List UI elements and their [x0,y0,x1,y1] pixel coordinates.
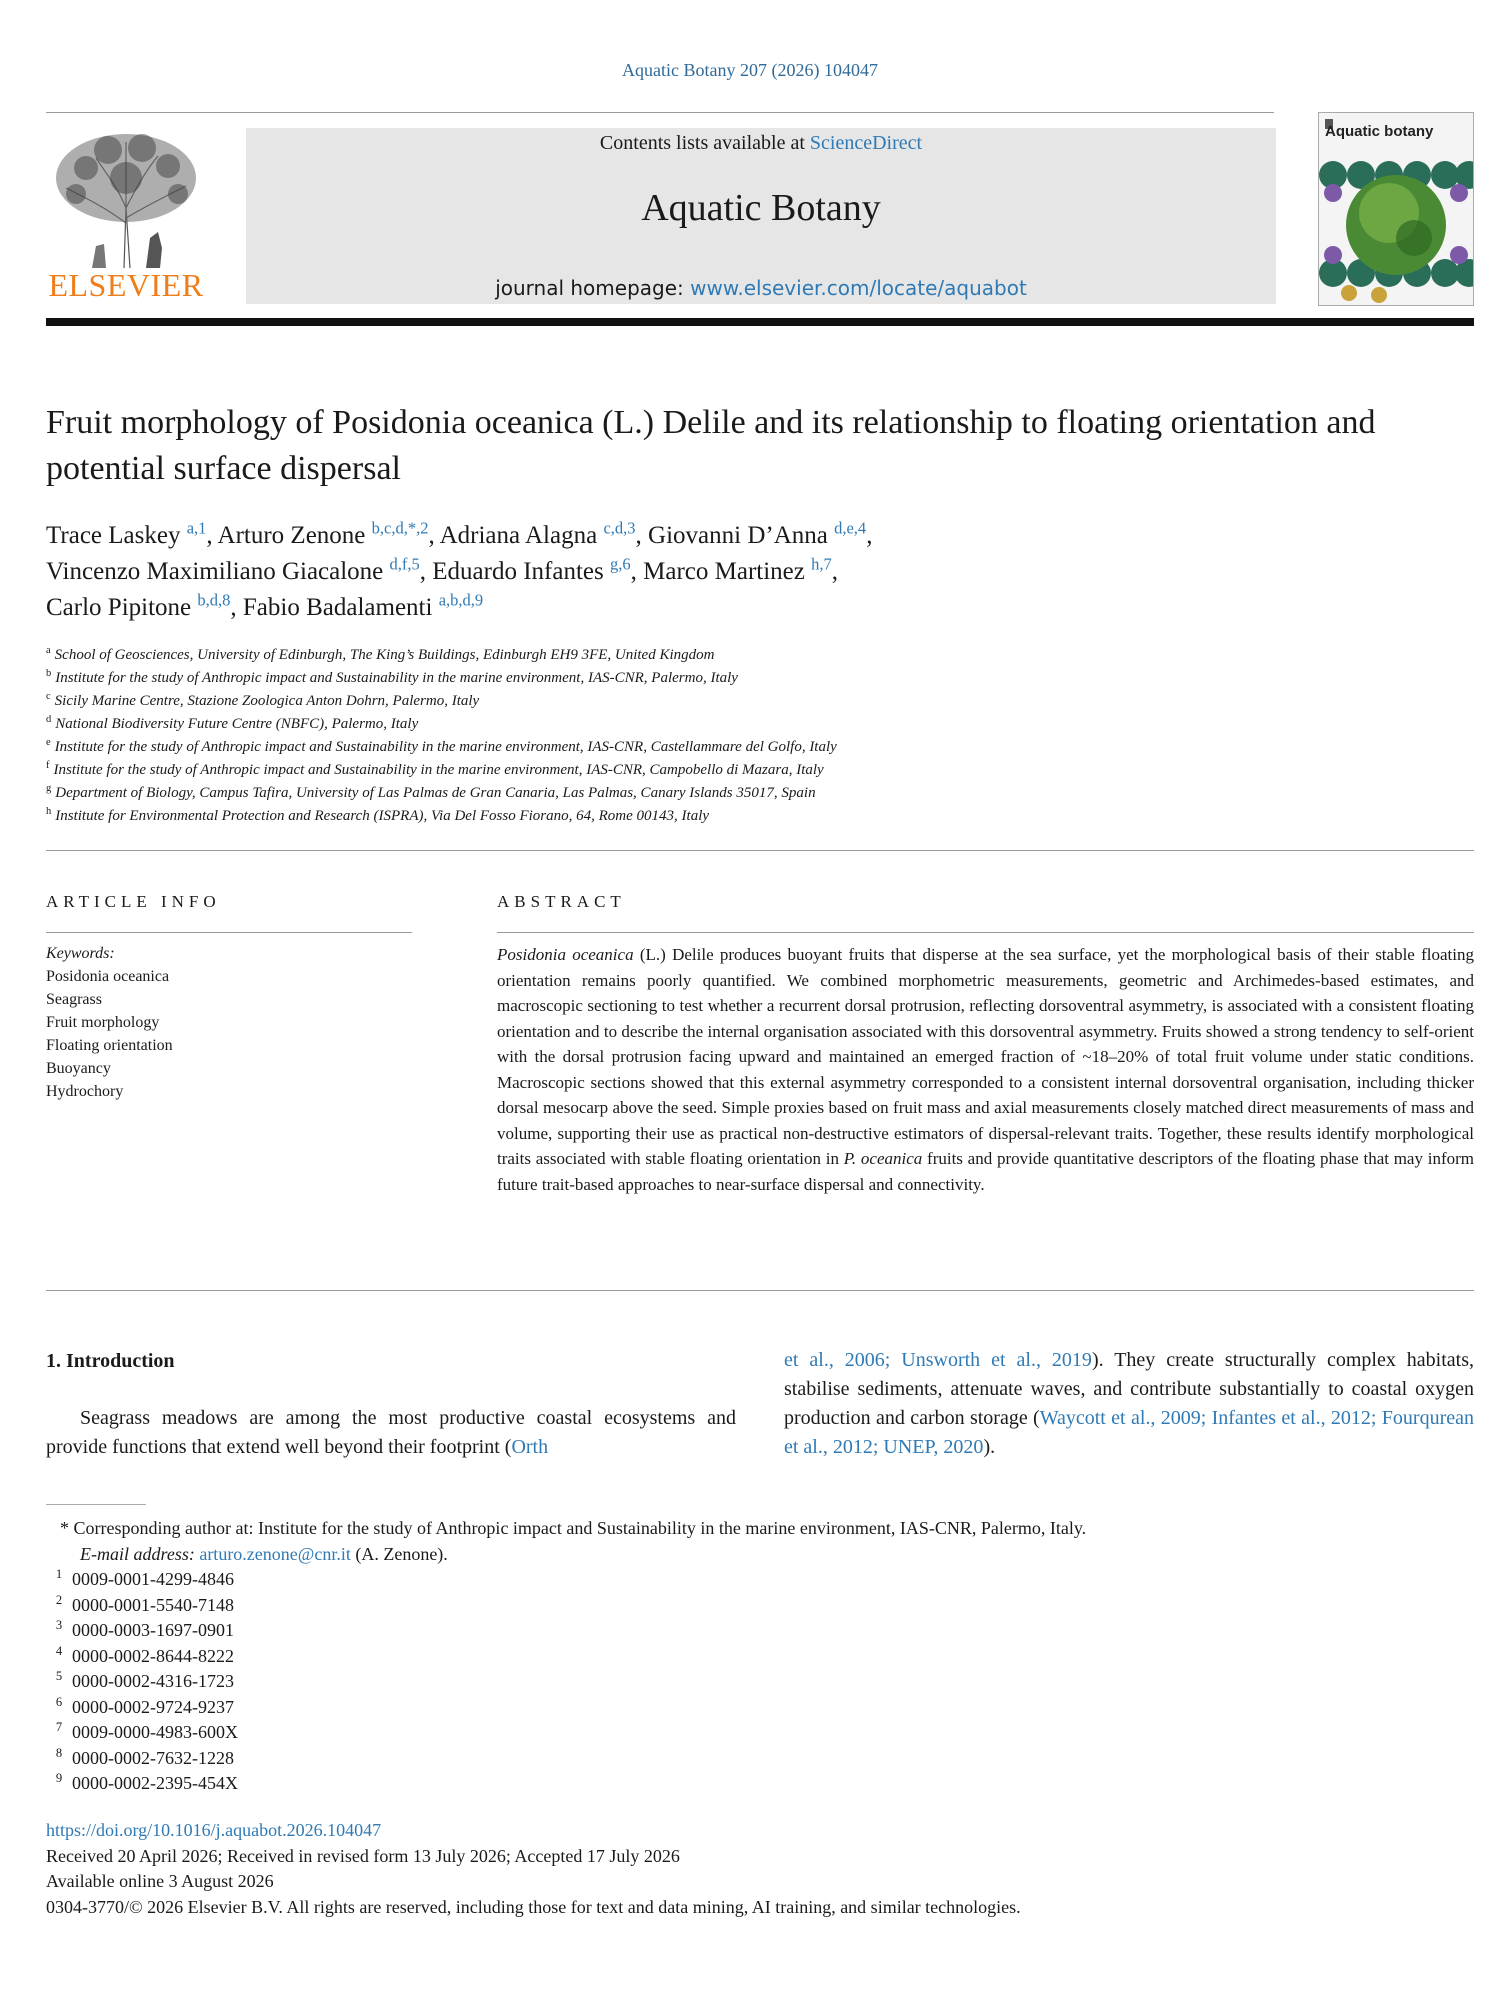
affiliation-item [46,759,1446,782]
affiliation-label: g [46,783,52,794]
email-link[interactable]: arturo.zenone@cnr.it [199,1543,351,1564]
affiliation-text: Sicily Marine Centre, Stazione Zoologica Anton Dohrn, Palermo, Italy [54,693,480,709]
author-affiliation-marks[interactable]: d,e,4 [834,518,867,538]
contents-line [246,132,1276,155]
orcid-id: 0000-0002-8644-8222 [72,1645,234,1666]
author-name[interactable]: Giovanni D’Anna [648,522,828,549]
email-suffix: (A. Zenone). [350,1543,448,1564]
orcid-item: 2 0000-0001-5540-7148 [55,1592,234,1615]
homepage-line [246,276,1276,300]
article-title: Fruit morphology of Posidonia oceanica (L.) Delile and its relationship to floating orientation and potential surface dispersal [46,404,1376,487]
email-line [46,1542,1466,1568]
affiliation-label: a [46,645,51,656]
orcid-item: 8 0000-0002-7632-1228 [55,1745,234,1768]
abstract-species-short: P. oceanica [843,1149,923,1168]
orcid-item: 1 0009-0001-4299-4846 [55,1567,234,1589]
affiliation-text: Institute for the study of Anthropic impact and Sustainability in the marine environment, IAS-CNR, Palermo, Italy [55,670,738,686]
email-label: E-mail address: [80,1543,195,1564]
orcid-id: 0000-0001-5540-7148 [72,1594,234,1615]
article-info-heading: ARTICLE INFO [46,892,221,911]
introduction-left-column [46,1404,736,1462]
author-separator: , [230,594,243,621]
journal-reference[interactable]: Aquatic Botany 207 (2026) 104047 [622,60,878,80]
author-name[interactable]: Fabio Badalamenti [242,594,433,621]
affiliation-text: Institute for Environmental Protection and Research (ISPRA), Via Del Fosso Fiorano, 64, Rome 00143, Italy [55,808,710,824]
introduction-heading: 1. Introduction [46,1350,175,1372]
journal-cover[interactable] [1318,112,1474,306]
affiliation-label: d [46,714,52,725]
abstract-bottom-rule [46,1290,1474,1291]
copyright-notice: 0304-3770/© 2026 Elsevier B.V. All rights are reserved, including those for text and data mining, AI training, and similar technologies. [46,1896,1021,1917]
elsevier-logo[interactable] [46,128,206,304]
tree-logo-icon [46,128,206,270]
affiliation-item [46,644,1446,667]
elsevier-wordmark: ELSEVIER [48,267,204,303]
author-affiliation-marks[interactable]: a,1 [186,518,207,538]
affiliation-text: School of Geosciences, University of Edinburgh, The King’s Buildings, Edinburgh EH9 3FE, United Kingdom [54,647,715,663]
affiliation-item [46,805,1446,828]
affiliation-item [46,713,1446,736]
received-dates: Received 20 April 2026; Received in revised form 13 July 2026; Accepted 17 July 2026 [46,1845,680,1866]
available-online: Available online 3 August 2026 [46,1871,274,1891]
affiliation-label: b [46,668,52,679]
affiliation-item [46,782,1446,805]
keywords-label: Keywords: [46,945,115,962]
affiliation-text: Institute for the study of Anthropic impact and Sustainability in the marine environment, IAS-CNR, Castellammare del Golfo, Italy [54,739,837,755]
author-affiliation-marks[interactable]: c,d,3 [603,518,636,538]
contents-prefix: Contents lists available at [599,132,805,154]
orcid-item: 7 0009-0000-4983-600X [55,1720,238,1742]
orcid-item: 5 0000-0002-4316-1723 [55,1669,234,1691]
article-info-rule [46,932,412,933]
abstract-body-1: (L.) Delile produces buoyant fruits that disperse at the sea surface, yet the morphological basis of their stable floating orientation remains poorly quantified. We combined morphometric measurements, geometric and Archimedes-based estimates, and macroscopic sectioning to test whether a recurrent dorsal protrusion, reflecting dorsoventral asymmetry, is associated with a consistent floating orientation and to describe the internal organisation associated with this dorsoventral asymmetry. Fruits showed a strong tendency to self-orient with the dorsal protrusion facing upward and maintained an emerged fraction of ~18–20% of total fruit volume under static conditions. Macroscopic sections showed that this external asymmetry corresponded to a consistent internal dorsoventral organisation, including thicker dorsal mesocarp above the seed. Simple proxies based on fruit mass and axial measurements closely matched direct measurements of mass and volume, supporting their use as practical non-destructive estimators of dispersal-relevant traits. Together, these results identify morphological traits associated with stable floating orientation in [497,945,1474,1168]
orcid-item: 3 0000-0003-1697-0901 [55,1618,234,1640]
abstract-text [497,942,1474,1197]
intro-text: ). They create structurally complex habitats, stabilise sediments, attenuate waves, and contribute substantially to coastal oxygen production and carbon storage ( [784,1349,1474,1429]
keyword-item: Fruit morphology [46,1014,160,1031]
author-affiliation-marks[interactable]: h,7 [811,554,832,574]
orcid-item: 6 0000-0002-9724-9237 [55,1694,234,1717]
keyword-item: Hydrochory [46,1083,124,1100]
author-separator: , [635,522,649,549]
affiliation-label: h [46,806,52,817]
affiliation-item [46,736,1446,759]
author-separator: , [831,558,838,585]
sciencedirect-link[interactable]: ScienceDirect [809,132,923,154]
journal-banner [246,128,1276,304]
affiliation-item [46,690,1446,713]
affiliation-text: Institute for the study of Anthropic impact and Sustainability in the marine environment, IAS-CNR, Campobello di Mazara, Italy [53,762,824,778]
cover-art-icon [1319,113,1473,305]
author-list [46,518,1446,626]
orcid-id: 0009-0001-4299-4846 [72,1569,234,1589]
affiliation-text: Department of Biology, Campus Tafira, University of Las Palmas de Gran Canaria, Las Palmas, Canary Islands 35017, Spain [55,785,816,801]
author-affiliation-marks[interactable]: a,b,d,9 [438,590,484,610]
citation-link[interactable]: Waycott et al., 2009; Infantes et al., 2012; Fourqurean et al., 2012; UNEP, 2020 [784,1407,1474,1458]
cover-title: Aquatic botany [1325,123,1434,140]
abstract-species: Posidonia oceanica [497,945,634,964]
corresponding-author-note: * Corresponding author at: Institute for the study of Anthropic impact and Sustainability in the marine environment, IAS-CNR, Palermo, Italy. [60,1518,1087,1538]
citation-link[interactable]: Orth [511,1436,549,1458]
footnote-rule [46,1504,146,1505]
author-separator: , [206,522,218,549]
abstract-heading: ABSTRACT [497,892,626,911]
keywords-block [46,942,386,1103]
doi-link[interactable]: https://doi.org/10.1016/j.aquabot.2026.104047 [46,1820,382,1840]
intro-text: Seagrass meadows are among the most productive coastal ecosystems and provide functions that extend well beyond their footprint ( [46,1407,736,1458]
orcid-id: 0000-0002-2395-454X [72,1773,238,1793]
publication-info [46,1818,1466,1920]
header-thick-rule [46,318,1474,326]
affiliation-item [46,667,1446,690]
keyword-item: Floating orientation [46,1037,173,1054]
affiliation-label: e [46,737,51,748]
affiliation-label: c [46,691,51,702]
affiliation-label: f [46,760,50,771]
author-separator: , [419,558,433,585]
author-affiliation-marks[interactable]: b,d,8 [197,590,231,610]
orcid-item: 4 0000-0002-8644-8222 [55,1643,234,1666]
orcid-id: 0000-0002-9724-9237 [72,1696,234,1717]
homepage-prefix: journal homepage: [495,276,684,300]
header-rule [46,112,1274,113]
author-name[interactable]: Vincenzo Maximiliano Giacalone [46,558,384,585]
author-name[interactable]: Arturo Zenone [217,522,366,549]
keyword-item: Seagrass [46,991,102,1008]
author-affiliation-marks[interactable]: d,f,5 [389,554,420,574]
journal-title: Aquatic Botany [641,187,881,229]
citation-link[interactable]: et al., 2006; Unsworth et al., 2019 [784,1349,1092,1371]
author-name[interactable]: Eduardo Infantes [432,558,604,585]
author-name[interactable]: Trace Laskey [46,522,181,549]
keyword-item: Posidonia oceanica [46,968,170,985]
orcid-item: 9 0000-0002-2395-454X [55,1771,238,1793]
author-name[interactable]: Adriana Alagna [439,522,598,549]
homepage-link[interactable]: www.elsevier.com/locate/aquabot [690,276,1027,300]
author-affiliation-marks[interactable]: b,c,d,*,2 [371,518,429,538]
affiliation-text: National Biodiversity Future Centre (NBFC), Palermo, Italy [55,716,419,732]
author-affiliation-marks[interactable]: g,6 [610,554,631,574]
keyword-item: Buoyancy [46,1060,111,1077]
abstract-body-2: fruits and provide quantitative descriptors of the floating phase that may inform future trait-based approaches to near-surface dispersal and connectivity. [497,1149,1474,1194]
affiliation-list [46,644,1446,828]
affiliation-rule [46,850,1474,851]
author-separator: , [866,522,873,549]
author-name[interactable]: Marco Martinez [643,558,805,585]
author-name[interactable]: Carlo Pipitone [46,594,192,621]
intro-text-end: ). [983,1436,996,1458]
introduction-right-column [784,1346,1474,1462]
orcid-id: 0009-0000-4983-600X [72,1722,238,1742]
abstract-rule [497,932,1474,933]
orcid-id: 0000-0003-1697-0901 [72,1620,234,1640]
footnotes [46,1516,1466,1797]
orcid-id: 0000-0002-7632-1228 [72,1747,234,1768]
author-separator: , [428,522,440,549]
orcid-id: 0000-0002-4316-1723 [72,1671,234,1691]
author-separator: , [630,558,644,585]
